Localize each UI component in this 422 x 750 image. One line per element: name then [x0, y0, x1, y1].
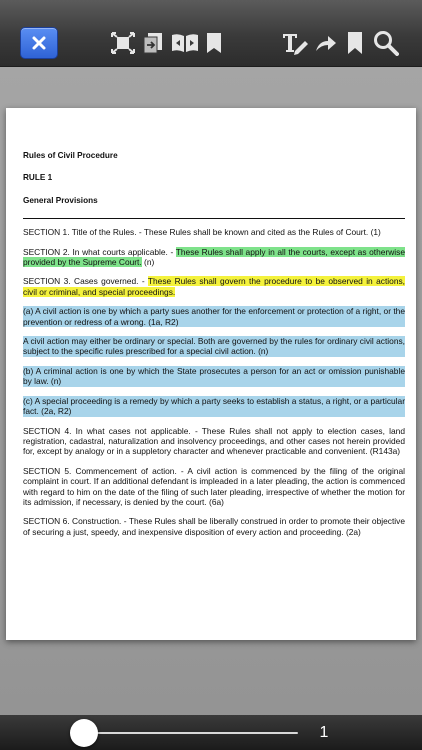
highlight-yellow[interactable]: These Rules shall govern the procedure to be observed in actions, civil or criminal, and special proceedings.: [23, 276, 405, 297]
view-mode-button[interactable]: [170, 29, 200, 57]
share-button[interactable]: [314, 29, 338, 57]
section-3a-lead: (a): [23, 306, 36, 317]
bottom-toolbar: [0, 715, 422, 750]
document-content: [23, 151, 405, 546]
export-button[interactable]: [141, 29, 165, 57]
share-arrow-icon: [315, 33, 337, 53]
fit-page-button[interactable]: [110, 29, 136, 57]
bookmarks-list-button[interactable]: [204, 29, 224, 57]
text-annotation-button[interactable]: [281, 29, 309, 57]
section-2-lead: SECTION 2. In what courts applicable. -: [23, 246, 176, 257]
section-3a[interactable]: [23, 306, 405, 327]
section-5: SECTION 5. Commencement of action. - A civil action is commenced by the filing of the original complaint in court. If an additional defendant is impleaded in a later pleading, the action is commenced with regard to him on the date of the filing of such later pleading, irrespective of whether the motion for its admission, if necessary, is denied by the court. (6a): [23, 465, 405, 507]
rule-number: RULE 1: [23, 173, 53, 183]
highlight-green[interactable]: These Rules shall apply in all the courts, except as otherwise provided by the Supreme Court.: [23, 246, 405, 268]
document-title: Rules of Civil Procedure: [23, 151, 118, 160]
section-6: SECTION 6. Construction. - These Rules shall be liberally construed in order to promote their objective of securing a just, speedy, and inexpensive disposition of every action and proceeding. (2a): [23, 516, 405, 537]
section-2-tail: (n): [141, 257, 155, 268]
top-toolbar: [0, 0, 422, 67]
document-page[interactable]: [6, 108, 416, 640]
fit-page-icon: [111, 32, 135, 54]
highlight-blue: A special proceeding is a remedy by which a party seeks to establish a status, a right, or a particular fact. (2a, R2): [23, 395, 405, 417]
search-icon: [373, 30, 399, 56]
section-3: [23, 276, 405, 297]
section-2: [23, 247, 405, 268]
section-3c[interactable]: [23, 396, 405, 417]
section-heading: General Provisions: [23, 195, 98, 205]
bookmark-page-button[interactable]: [345, 29, 365, 57]
section-4: SECTION 4. In what cases not applicable. - These Rules shall not apply to election cases, land registration, cadastral, naturalization and insolvency proceedings, and other cases not herein provided for, except by analogy or in a suppletory character and whenever practicable and convenient. (R143a): [23, 425, 405, 457]
close-icon: [31, 35, 47, 51]
section-3c-lead: (c): [23, 395, 35, 406]
page-number: 1: [319, 724, 329, 741]
section-1: SECTION 1. Title of the Rules. - These Rules shall be known and cited as the Rules of Court. (1): [23, 227, 381, 238]
section-3b[interactable]: (b) A criminal action is one by which the State prosecutes a person for an act or omission punishable by law. (n): [23, 365, 405, 387]
highlight-blue: A civil action is one by which a party sues another for the enforcement or protection of a right, or the prevention or redress of a wrong. (1a, R2): [23, 306, 405, 327]
export-icon: [142, 32, 164, 54]
section-3a-continued[interactable]: A civil action may either be ordinary or special. Both are governed by the rules for ordinary civil actions, subject to the specific rules prescribed for a special civil action. (n): [23, 336, 405, 357]
search-button[interactable]: [372, 29, 400, 57]
section-3-lead: SECTION 3. Cases governed. -: [23, 276, 148, 287]
bookmark-icon: [346, 31, 364, 55]
page-slider-thumb[interactable]: [70, 719, 98, 747]
close-button[interactable]: [20, 27, 58, 59]
text-annotation-icon: [281, 31, 309, 55]
bookmark-icon: [205, 32, 223, 54]
page-slider-track[interactable]: [84, 732, 298, 734]
open-book-icon: [171, 32, 199, 54]
heading-divider: [23, 218, 405, 219]
